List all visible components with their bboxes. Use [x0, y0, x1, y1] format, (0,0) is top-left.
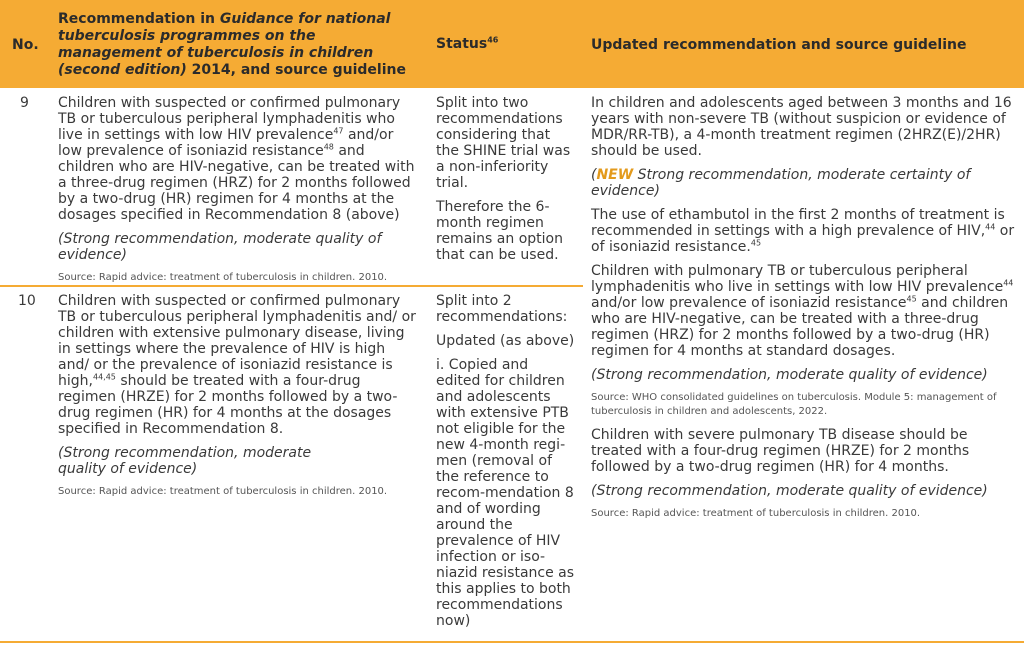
row-divider [0, 285, 583, 287]
updated-p1-strength: (NEW Strong recommendation, moderate certainty of evidence) [591, 167, 971, 199]
header-guidance-title: Guidance for national tuberculosis programmes on the management of tuberculosis in children (second edition) [58, 11, 391, 78]
row9-status: Split into two recommendations considering that the SHINE trial was a non-inferiority trial. Therefore the 6-month regimen remains an option that can be used. [436, 95, 571, 263]
updated-p4: Children with severe pulmonary TB disease should be treated with a four-drug regimen (HRZE) for 2 months followed by a two-drug regimen (HR) for 4 months. [591, 427, 970, 475]
header-updated: Updated recommendation and source guideline [591, 37, 967, 53]
updated-p4-source: Source: Rapid advice: treatment of tuberculosis in children. 2010. [591, 508, 921, 519]
updated-p1: In children and adolescents aged between 3 months and 16 years with non-severe TB (without suspicion or evidence of MDR/RR-TB), a 4-month treatment regimen (2HRZ(E)/2HR) should be used. [591, 95, 1012, 159]
row10-strength: (Strong recommendation, moderate quality of evidence) [58, 445, 312, 477]
updated-p3-strength: (Strong recommendation, moderate quality of evidence) [591, 367, 988, 383]
new-badge: NEW [596, 167, 634, 183]
row10-status: Split into 2 recommendations: Updated (as above) i. Copied and edited for children and adolescents with extensive PTB not eligible for the new 4-month regi-men (removal of the reference to recom-mendation 8 and of wording around the prevalence of HIV infection or iso-niazid resistance as this applies to both recommendations now) [436, 293, 575, 629]
row9-recommendation: Children with suspected or confirmed pulmonary TB or tuberculous peripheral lymphadenitis who live in settings with low HIV prevalence$^{47}$ and/or low prevalence of isoniazid resistance$^{48}$ and children who are HIV-negative, can be treated with a three-drug regimen (HRZ) for 2 months followed by a two-drug (HR) regimen for 4 months at the dosages specified in Recommendation 8 (above) (Strong recommendation, moderate quality of evidence) Source: Rapid advice: treatment of tuberculosis in children. 2010. [58, 95, 420, 285]
updated-p3-source: Source: WHO consolidated guidelines on tuberculosis. Module 5: management of tuberculosis in children and adolescents, 2022. [591, 392, 997, 417]
header-recommendation: Recommendation in Guidance for national tuberculosis programmes on the management of tuberculosis in children (second edition) 2014, and source guideline [58, 11, 406, 78]
updated-recommendations [591, 95, 1015, 521]
header-status: Status$^{46}$ [436, 35, 499, 52]
row-number-9: 9 [20, 95, 29, 111]
table-bottom-rule [0, 641, 1024, 643]
table-header [0, 0, 1024, 88]
updated-p4-strength: (Strong recommendation, moderate quality of evidence) [591, 483, 988, 499]
row-number-10: 10 [18, 293, 36, 309]
row9-strength: (Strong recommendation, moderate quality of evidence) [58, 231, 382, 263]
row10-source: Source: Rapid advice: treatment of tuberculosis in children. 2010. [58, 486, 388, 497]
row9-source: Source: Rapid advice: treatment of tuberculosis in children. 2010. [58, 272, 388, 283]
updated-p3: Children with pulmonary TB or tuberculous peripheral lymphadenitis who live in settings with low HIV prevalence$^{44}$ and/or low prevalence of isoniazid resistance$^{45}$ and children who are HIV-negative, can be treated with a three-drug regimen (HRZ) for 2 months followed by a two-drug (HR) regimen for 4 months at standard dosages. [591, 263, 1014, 359]
updated-p2: The use of ethambutol in the first 2 months of treatment is recommended in settings with a high prevalence of HIV,$^{44}$ or of isoniazid resistance.$^{45}$ [591, 207, 1015, 255]
header-no: No. [12, 37, 39, 53]
row10-recommendation: Children with suspected or confirmed pulmonary TB or tuberculous peripheral lymphadenitis and/ or children with extensive pulmonary disease, living in settings where the prevalence of HIV is high and/ or the prevalence of isoniazid resistance is high,$^{44,45}$ should be treated with a four-drug regimen (HRZE) for 2 months followed by a two-drug regimen (HR) for 4 months at the dosages specified in Recommendation 8. (Strong recommendation, moderate quality of evidence) Source: Rapid advice: treatment of tuberculosis in children. 2010. [58, 293, 420, 499]
footnote-ref: 46 [487, 35, 499, 45]
